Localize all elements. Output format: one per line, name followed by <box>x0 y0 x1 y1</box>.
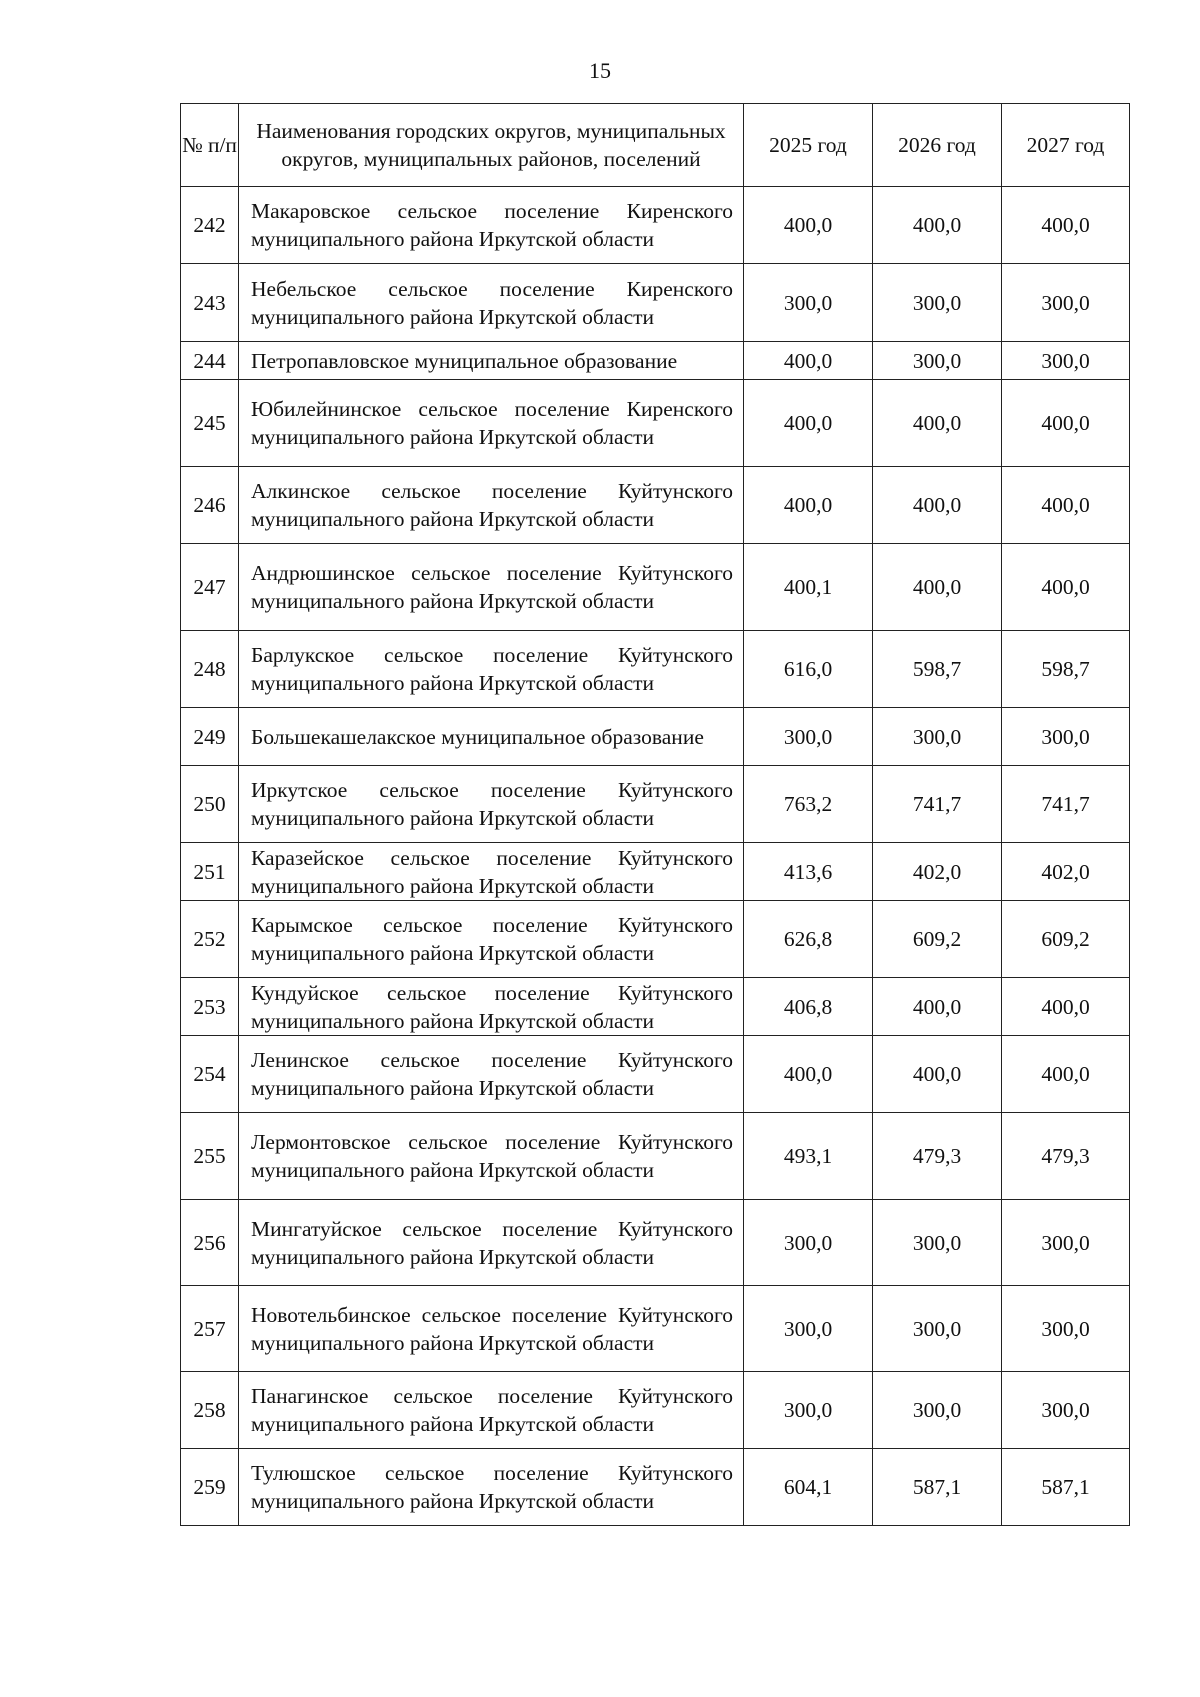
row-value-2025: 300,0 <box>744 1200 873 1286</box>
row-value-2025: 763,2 <box>744 766 873 843</box>
table-row <box>181 843 1130 901</box>
row-name: Каразейское сельское поселение Куйтунского муниципального района Иркутской области <box>239 843 744 901</box>
row-value-2027: 300,0 <box>1002 1372 1130 1449</box>
row-name: Новотельбинское сельское поселение Куйтунского муниципального района Иркутской области <box>239 1286 744 1372</box>
row-number: 258 <box>181 1372 239 1449</box>
row-name: Панагинское сельское поселение Куйтунского муниципального района Иркутской области <box>239 1372 744 1449</box>
row-value-2027: 741,7 <box>1002 766 1130 843</box>
row-value-2025: 400,0 <box>744 467 873 544</box>
row-value-2027: 400,0 <box>1002 187 1130 264</box>
row-value-2026: 300,0 <box>873 1286 1002 1372</box>
row-number: 259 <box>181 1449 239 1526</box>
table-row <box>181 187 1130 264</box>
row-value-2027: 400,0 <box>1002 467 1130 544</box>
table-row <box>181 708 1130 766</box>
row-value-2026: 400,0 <box>873 544 1002 631</box>
header-2027: 2027 год <box>1002 104 1130 187</box>
row-value-2026: 741,7 <box>873 766 1002 843</box>
row-value-2027: 400,0 <box>1002 544 1130 631</box>
table-row <box>181 1449 1130 1526</box>
row-number: 253 <box>181 978 239 1036</box>
row-number: 249 <box>181 708 239 766</box>
table-row <box>181 1286 1130 1372</box>
row-name: Ленинское сельское поселение Куйтунского муниципального района Иркутской области <box>239 1036 744 1113</box>
row-name: Большекашелакское муниципальное образование <box>239 708 744 766</box>
row-value-2026: 400,0 <box>873 978 1002 1036</box>
row-value-2025: 400,1 <box>744 544 873 631</box>
row-value-2025: 413,6 <box>744 843 873 901</box>
table-row <box>181 467 1130 544</box>
row-value-2027: 300,0 <box>1002 342 1130 380</box>
row-value-2025: 626,8 <box>744 901 873 978</box>
row-number: 243 <box>181 264 239 342</box>
table-row <box>181 978 1130 1036</box>
header-2025: 2025 год <box>744 104 873 187</box>
row-value-2025: 300,0 <box>744 1372 873 1449</box>
header-name: Наименования городских округов, муниципальных округов, муниципальных районов, поселений <box>239 104 744 187</box>
row-name: Мингатуйское сельское поселение Куйтунского муниципального района Иркутской области <box>239 1200 744 1286</box>
row-value-2026: 400,0 <box>873 467 1002 544</box>
row-value-2026: 400,0 <box>873 1036 1002 1113</box>
row-value-2026: 300,0 <box>873 264 1002 342</box>
row-name: Лермонтовское сельское поселение Куйтунского муниципального района Иркутской области <box>239 1113 744 1200</box>
row-name: Иркутское сельское поселение Куйтунского муниципального района Иркутской области <box>239 766 744 843</box>
table-row <box>181 544 1130 631</box>
row-name: Барлукское сельское поселение Куйтунского муниципального района Иркутской области <box>239 631 744 708</box>
row-value-2026: 587,1 <box>873 1449 1002 1526</box>
row-value-2025: 400,0 <box>744 1036 873 1113</box>
row-value-2027: 400,0 <box>1002 1036 1130 1113</box>
table-row <box>181 766 1130 843</box>
row-name: Небельское сельское поселение Киренского муниципального района Иркутской области <box>239 264 744 342</box>
page-number: 15 <box>589 58 611 83</box>
row-value-2025: 400,0 <box>744 342 873 380</box>
header-num: № п/п <box>181 104 239 187</box>
row-value-2026: 400,0 <box>873 380 1002 467</box>
table-row <box>181 1036 1130 1113</box>
table-row <box>181 342 1130 380</box>
row-value-2026: 609,2 <box>873 901 1002 978</box>
row-value-2025: 604,1 <box>744 1449 873 1526</box>
row-value-2025: 300,0 <box>744 1286 873 1372</box>
row-value-2027: 587,1 <box>1002 1449 1130 1526</box>
row-value-2026: 300,0 <box>873 708 1002 766</box>
row-value-2025: 300,0 <box>744 264 873 342</box>
row-name: Андрюшинское сельское поселение Куйтунского муниципального района Иркутской области <box>239 544 744 631</box>
row-name: Кундуйское сельское поселение Куйтунского муниципального района Иркутской области <box>239 978 744 1036</box>
row-value-2027: 402,0 <box>1002 843 1130 901</box>
row-number: 242 <box>181 187 239 264</box>
row-value-2026: 300,0 <box>873 1372 1002 1449</box>
row-number: 251 <box>181 843 239 901</box>
row-value-2027: 400,0 <box>1002 380 1130 467</box>
row-value-2026: 300,0 <box>873 342 1002 380</box>
table-row <box>181 631 1130 708</box>
row-value-2027: 598,7 <box>1002 631 1130 708</box>
row-value-2027: 300,0 <box>1002 708 1130 766</box>
row-number: 248 <box>181 631 239 708</box>
row-value-2027: 300,0 <box>1002 1286 1130 1372</box>
table-row <box>181 1372 1130 1449</box>
row-number: 255 <box>181 1113 239 1200</box>
table-row <box>181 1200 1130 1286</box>
row-value-2027: 609,2 <box>1002 901 1130 978</box>
row-name: Макаровское сельское поселение Киренского муниципального района Иркутской области <box>239 187 744 264</box>
table-row <box>181 264 1130 342</box>
table-header-row <box>181 104 1130 187</box>
row-number: 245 <box>181 380 239 467</box>
row-name: Петропавловское муниципальное образование <box>239 342 744 380</box>
row-value-2025: 616,0 <box>744 631 873 708</box>
row-number: 256 <box>181 1200 239 1286</box>
row-value-2026: 400,0 <box>873 187 1002 264</box>
table-row <box>181 380 1130 467</box>
row-value-2025: 493,1 <box>744 1113 873 1200</box>
row-number: 252 <box>181 901 239 978</box>
row-value-2026: 300,0 <box>873 1200 1002 1286</box>
row-number: 247 <box>181 544 239 631</box>
row-number: 257 <box>181 1286 239 1372</box>
row-number: 250 <box>181 766 239 843</box>
row-name: Юбилейнинское сельское поселение Киренского муниципального района Иркутской области <box>239 380 744 467</box>
row-value-2027: 479,3 <box>1002 1113 1130 1200</box>
row-name: Алкинское сельское поселение Куйтунского муниципального района Иркутской области <box>239 467 744 544</box>
row-number: 246 <box>181 467 239 544</box>
row-value-2027: 400,0 <box>1002 978 1130 1036</box>
row-value-2026: 479,3 <box>873 1113 1002 1200</box>
row-value-2025: 406,8 <box>744 978 873 1036</box>
table-row <box>181 901 1130 978</box>
table-row <box>181 1113 1130 1200</box>
row-name: Тулюшское сельское поселение Куйтунского муниципального района Иркутской области <box>239 1449 744 1526</box>
row-value-2027: 300,0 <box>1002 1200 1130 1286</box>
row-number: 244 <box>181 342 239 380</box>
row-number: 254 <box>181 1036 239 1113</box>
row-name: Карымское сельское поселение Куйтунского муниципального района Иркутской области <box>239 901 744 978</box>
row-value-2026: 598,7 <box>873 631 1002 708</box>
budget-table <box>180 103 1130 1526</box>
row-value-2025: 400,0 <box>744 380 873 467</box>
row-value-2027: 300,0 <box>1002 264 1130 342</box>
row-value-2025: 400,0 <box>744 187 873 264</box>
row-value-2026: 402,0 <box>873 843 1002 901</box>
header-2026: 2026 год <box>873 104 1002 187</box>
row-value-2025: 300,0 <box>744 708 873 766</box>
